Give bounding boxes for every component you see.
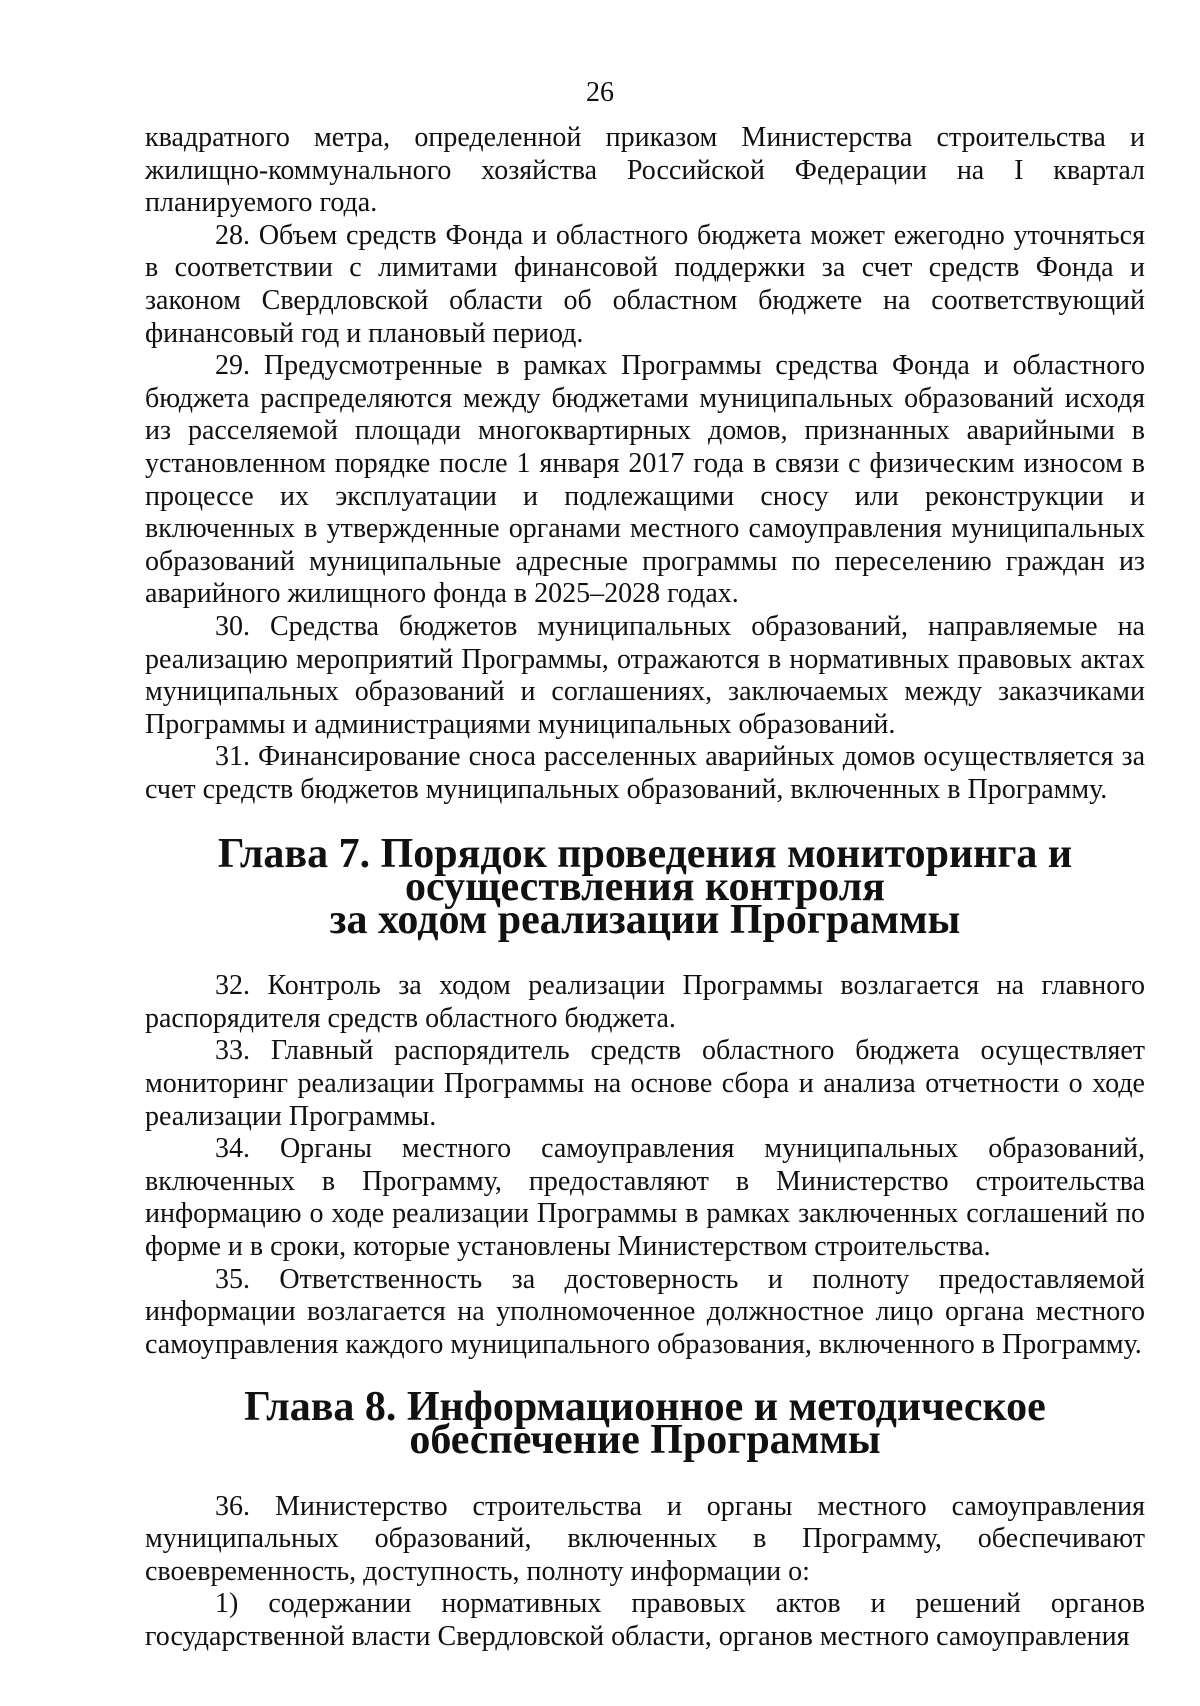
chapter-7-title-line-2: за ходом реализации Программы <box>329 896 961 943</box>
paragraph-29: 29. Предусмотренные в рамках Программы средства Фонда и областного бюджета распределяются между бюджетами муниципальных образований исходя из расселяемой площади многоквартирных домов, признанных аварийными в установленном порядке после 1 января 2017 года в связи с физическим износом в процессе их эксплуатации и подлежащими сносу или реконструкции и включенных в утвержденные органами местного самоуправления муниципальных образований муниципальные адресные программы по переселению граждан из аварийного жилищного фонда в 2025–2028 годах. <box>145 350 1145 610</box>
document-body <box>145 122 1145 1654</box>
paragraph-30: 30. Средства бюджетов муниципальных образований, направляемые на реализацию мероприятий Программы, отражаются в нормативных правовых актах муниципальных образований и соглашениях, заключаемых между заказчиками Программы и администрациями муниципальных образований. <box>145 610 1145 740</box>
paragraph-33: 33. Главный распорядитель средств областного бюджета осуществляет мониторинг реализации Программы на основе сбора и анализа отчетности о ходе реализации Программы. <box>145 1035 1145 1132</box>
paragraph-34: 34. Органы местного самоуправления муниципальных образований, включенных в Программу, предоставляют в Министерство строительства информацию о ходе реализации Программы в рамках заключенных соглашений по форме и в сроки, которые установлены Министерством строительства. <box>145 1133 1145 1262</box>
paragraph-32: 32. Контроль за ходом реализации Программы возлагается на главного распорядителя средств областного бюджета. <box>145 970 1145 1034</box>
paragraph-28: 28. Объем средств Фонда и областного бюджета может ежегодно уточняться в соответствии с лимитами финансовой поддержки за счет средств Фонда и законом Свердловской области об областном бюджете на соответствующий финансовый год и плановый период. <box>145 219 1145 349</box>
page-number: 26 <box>586 77 614 108</box>
chapter-7-heading <box>145 831 1145 943</box>
paragraph-31: 31. Финансирование сноса расселенных аварийных домов осуществляется за счет средств бюджетов муниципальных образований, включенных в Программу. <box>145 741 1145 805</box>
chapter-8-title: Глава 8. Информационное и методическое обеспечение Программы <box>244 1384 1046 1463</box>
paragraph-36: 36. Министерство строительства и органы местного самоуправления муниципальных образований, включенных в Программу, обеспечивают своевременность, доступность, полноту информации о: <box>145 1490 1145 1587</box>
paragraph-35: 35. Ответственность за достоверность и полноту предоставляемой информации возлагается на уполномоченное должностное лицо органа местного самоуправления каждого муниципального образования, включенного в Программу. <box>145 1263 1145 1360</box>
chapter-7-title-line-1: Глава 7. Порядок проведения мониторинга и осуществления контроля <box>217 831 1073 911</box>
chapter-8-heading <box>145 1384 1145 1463</box>
paragraph-36-item-1: 1) содержании нормативных правовых актов и решений органов государственной власти Свердловской области, органов местного самоуправления <box>145 1588 1145 1652</box>
paragraph-continued: квадратного метра, определенной приказом Министерства строительства и жилищно-коммунального хозяйства Российской Федерации на I квартал планируемого года. <box>145 122 1145 219</box>
